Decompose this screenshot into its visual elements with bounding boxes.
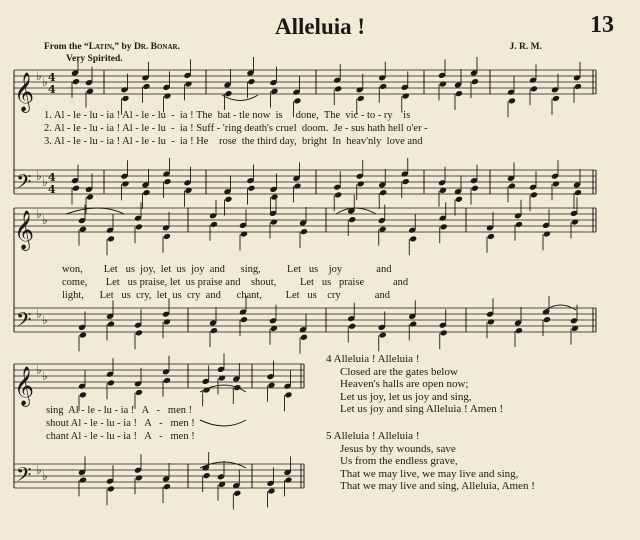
note-head: [334, 85, 342, 92]
note-head: [72, 78, 80, 85]
source-language: Latin: [88, 42, 113, 52]
note-head: [574, 83, 582, 90]
note-head: [293, 183, 301, 190]
note-head: [107, 485, 115, 492]
note-head: [515, 221, 523, 228]
flat-sign-icon: ♭: [42, 213, 48, 227]
bass-clef-icon: 𝄢: [16, 463, 32, 491]
note-head: [184, 81, 192, 88]
note-head: [334, 191, 342, 198]
flat-sign-icon: ♭: [42, 313, 48, 327]
composer-credit: J. R. M.: [509, 42, 542, 52]
treble-clef-icon: 𝄞: [14, 72, 35, 112]
note-head: [135, 223, 143, 230]
note-head: [439, 81, 447, 88]
note-head: [357, 95, 365, 102]
note-head: [379, 332, 387, 339]
note-head: [402, 93, 410, 100]
note-head: [121, 180, 129, 187]
bass-clef-icon: 𝄢: [16, 170, 32, 198]
note-head: [487, 233, 495, 240]
verse-5: [326, 430, 535, 493]
flat-sign-icon: ♭: [36, 363, 42, 377]
note-head: [530, 85, 538, 92]
note-head: [543, 231, 551, 238]
lyric-line-verse1: won, Let us joy, let us joy and sing, Let us joy and: [62, 264, 392, 275]
note-head: [121, 95, 129, 102]
lyric-line-verse2: come, Let us praise, let us praise and shout, Let us praise and: [62, 277, 409, 288]
note-head: [552, 180, 560, 187]
note-head: [455, 196, 463, 203]
note-head: [163, 93, 171, 100]
note-head: [267, 488, 275, 495]
slur: [546, 305, 576, 310]
note-head: [440, 329, 448, 336]
note-head: [409, 321, 417, 328]
lyric-line-verse3: 3. Al - le - lu - ia ! Al - le - lu - ia ! He rose the third day, bright In heav'nly love and: [44, 136, 423, 147]
verse-line: Closed are the gates below: [340, 365, 458, 378]
note-head: [240, 316, 248, 323]
note-head: [471, 78, 479, 85]
note-head: [163, 233, 171, 240]
note-head: [218, 375, 226, 382]
note-head: [508, 183, 516, 190]
lyric-line-verse2: shout Al - le - lu - ia ! A - men !: [46, 418, 195, 429]
note-head: [203, 472, 211, 479]
time-signature-top: 4: [48, 171, 56, 184]
note-head: [471, 185, 479, 192]
note-head: [530, 191, 538, 198]
lyric-line-verse2: 2. Al - le - lu - ia ! Al - le - lu - ia ! Suff - 'ring death's cruel doom. Je - sus hath hell o'er -: [44, 123, 428, 134]
lyric-line-verse1: sing Al - le - lu - ia ! A - men !: [46, 405, 193, 416]
note-head: [455, 90, 463, 97]
note-head: [402, 178, 410, 185]
verse-line: Jesus by thy wounds, save: [340, 442, 456, 455]
verse-4: [326, 353, 535, 416]
hymn-title: Alleluia !: [274, 14, 366, 39]
note-head: [135, 389, 143, 396]
note-head: [86, 194, 94, 201]
note-head: [163, 178, 171, 185]
lyric-line-verse1: 1. Al - le - lu - ia ! Al - le - lu - ia ! The bat - tle now is done, The vic - to - ry is: [44, 110, 411, 121]
note-head: [72, 185, 80, 192]
time-signature-bottom: 4: [48, 183, 56, 196]
additional-verses: [326, 353, 535, 493]
note-head: [409, 235, 417, 242]
verse-line: That we may live, we may live and sing,: [340, 467, 519, 480]
note-head: [247, 78, 255, 85]
verse-line: 5 Alleluia ! Alleluia !: [326, 429, 420, 442]
note-head: [357, 180, 365, 187]
note-head: [142, 83, 150, 90]
note-head: [79, 391, 87, 398]
note-head: [270, 194, 278, 201]
flat-sign-icon: ♭: [36, 69, 42, 83]
flat-sign-icon: ♭: [36, 463, 42, 477]
treble-clef-icon: 𝄞: [14, 366, 35, 406]
note-head: [135, 474, 143, 481]
note-head: [348, 216, 356, 223]
note-head: [233, 490, 241, 497]
source-mid: ,” by: [112, 42, 134, 52]
note-head: [552, 95, 560, 102]
note-head: [487, 318, 495, 325]
note-head: [79, 477, 87, 484]
treble-clef-icon: 𝄞: [14, 210, 35, 250]
note-head: [79, 332, 87, 339]
note-head: [284, 477, 292, 484]
note-head: [210, 327, 218, 334]
flat-sign-icon: ♭: [42, 75, 48, 89]
note-head: [440, 223, 448, 230]
verse-line: Us from the endless grave,: [340, 455, 458, 468]
flat-sign-icon: ♭: [36, 169, 42, 183]
note-head: [163, 377, 171, 384]
note-head: [300, 334, 308, 341]
note-head: [163, 318, 171, 325]
verse-line: That we may live and sing, Alleluia, Amen !: [340, 480, 535, 493]
note-head: [515, 327, 523, 334]
slur: [200, 420, 246, 426]
source-author: Dr. Bonar.: [133, 42, 180, 52]
slur: [336, 208, 376, 214]
note-head: [135, 329, 143, 336]
flat-sign-icon: ♭: [42, 469, 48, 483]
slur: [66, 208, 124, 214]
tempo-marking: Very Spirited.: [66, 54, 123, 64]
flat-sign-icon: ♭: [42, 369, 48, 383]
note-head: [142, 189, 150, 196]
note-head: [379, 83, 387, 90]
verse-line: Let us joy and sing Alleluia ! Amen !: [340, 403, 504, 416]
note-head: [107, 321, 115, 328]
note-head: [240, 231, 248, 238]
note-head: [224, 196, 232, 203]
time-signature-top: 4: [48, 71, 56, 84]
bass-clef-icon: 𝄢: [16, 308, 32, 336]
note-head: [284, 391, 292, 398]
note-head: [508, 97, 516, 104]
note-head: [300, 228, 308, 235]
lyric-line-verse3: light, Let us cry, let us cry and chant, Let us cry and: [62, 290, 390, 301]
note-head: [348, 323, 356, 330]
verse-line: Let us joy, let us joy and sing,: [340, 390, 472, 403]
note-head: [163, 483, 171, 490]
note-head: [543, 316, 551, 323]
note-head: [574, 189, 582, 196]
source-prefix: From the “: [44, 42, 89, 52]
note-head: [571, 219, 579, 226]
note-head: [379, 189, 387, 196]
flat-sign-icon: ♭: [36, 307, 42, 321]
note-head: [247, 185, 255, 192]
verse-line: 4 Alleluia ! Alleluia !: [326, 353, 420, 365]
note-head: [224, 90, 232, 97]
flat-sign-icon: ♭: [36, 207, 42, 221]
note-head: [210, 221, 218, 228]
note-head: [107, 235, 115, 242]
lyric-line-verse3: chant Al - le - lu - ia ! A - men !: [46, 431, 195, 442]
note-head: [107, 379, 115, 386]
page-number: 13: [590, 12, 614, 38]
note-head: [270, 219, 278, 226]
verse-line: Heaven's halls are open now;: [340, 378, 469, 391]
flat-sign-icon: ♭: [42, 175, 48, 189]
time-signature-bottom: 4: [48, 83, 56, 96]
note-head: [293, 97, 301, 104]
